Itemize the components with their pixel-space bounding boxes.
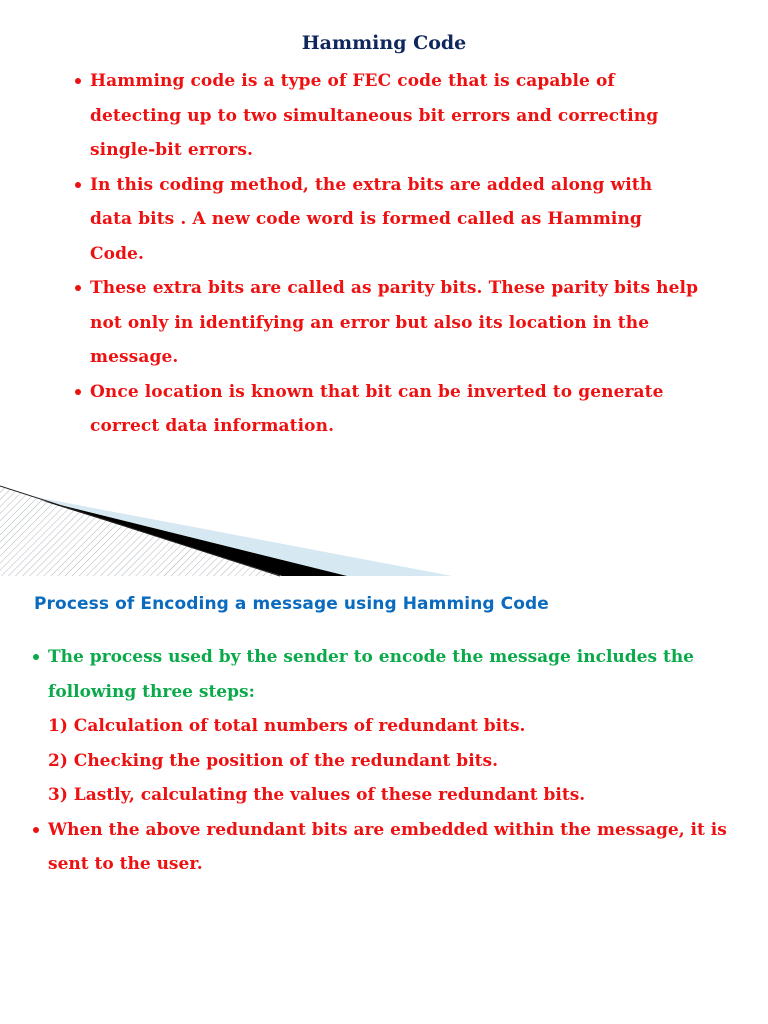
- bullet-item: Once location is known that bit can be inverted to generate correct data information.: [90, 375, 700, 444]
- process-step: 1) Calculation of total numbers of redundant bits.: [48, 716, 526, 736]
- bullet-item: In this coding method, the extra bits are added along with data bits . A new code word is formed called as Hamming Code.: [90, 168, 700, 272]
- slide-divider-graphic: [0, 478, 768, 578]
- bullet-item: These extra bits are called as parity bits. These parity bits help not only in identifying an error but also its location in the message.: [90, 271, 700, 375]
- process-final: When the above redundant bits are embedded within the message, it is sent to the user.: [48, 819, 727, 874]
- bullet-item: Hamming code is a type of FEC code that is capable of detecting up to two simultaneous bit errors and correcting single-bit errors.: [90, 64, 700, 168]
- hamming-bullet-list: [90, 64, 700, 444]
- section-title: Process of Encoding a message using Hamming Code: [34, 594, 549, 614]
- encoding-process-list: [48, 640, 738, 882]
- process-intro: The process used by the sender to encode the message includes the following three steps:: [48, 647, 694, 702]
- bullet-item: [48, 813, 738, 882]
- slide-title: Hamming Code: [301, 32, 467, 54]
- process-step: 2) Checking the position of the redundant bits.: [48, 750, 498, 771]
- process-step: 3) Lastly, calculating the values of these redundant bits.: [48, 785, 586, 805]
- bullet-item: [48, 640, 738, 813]
